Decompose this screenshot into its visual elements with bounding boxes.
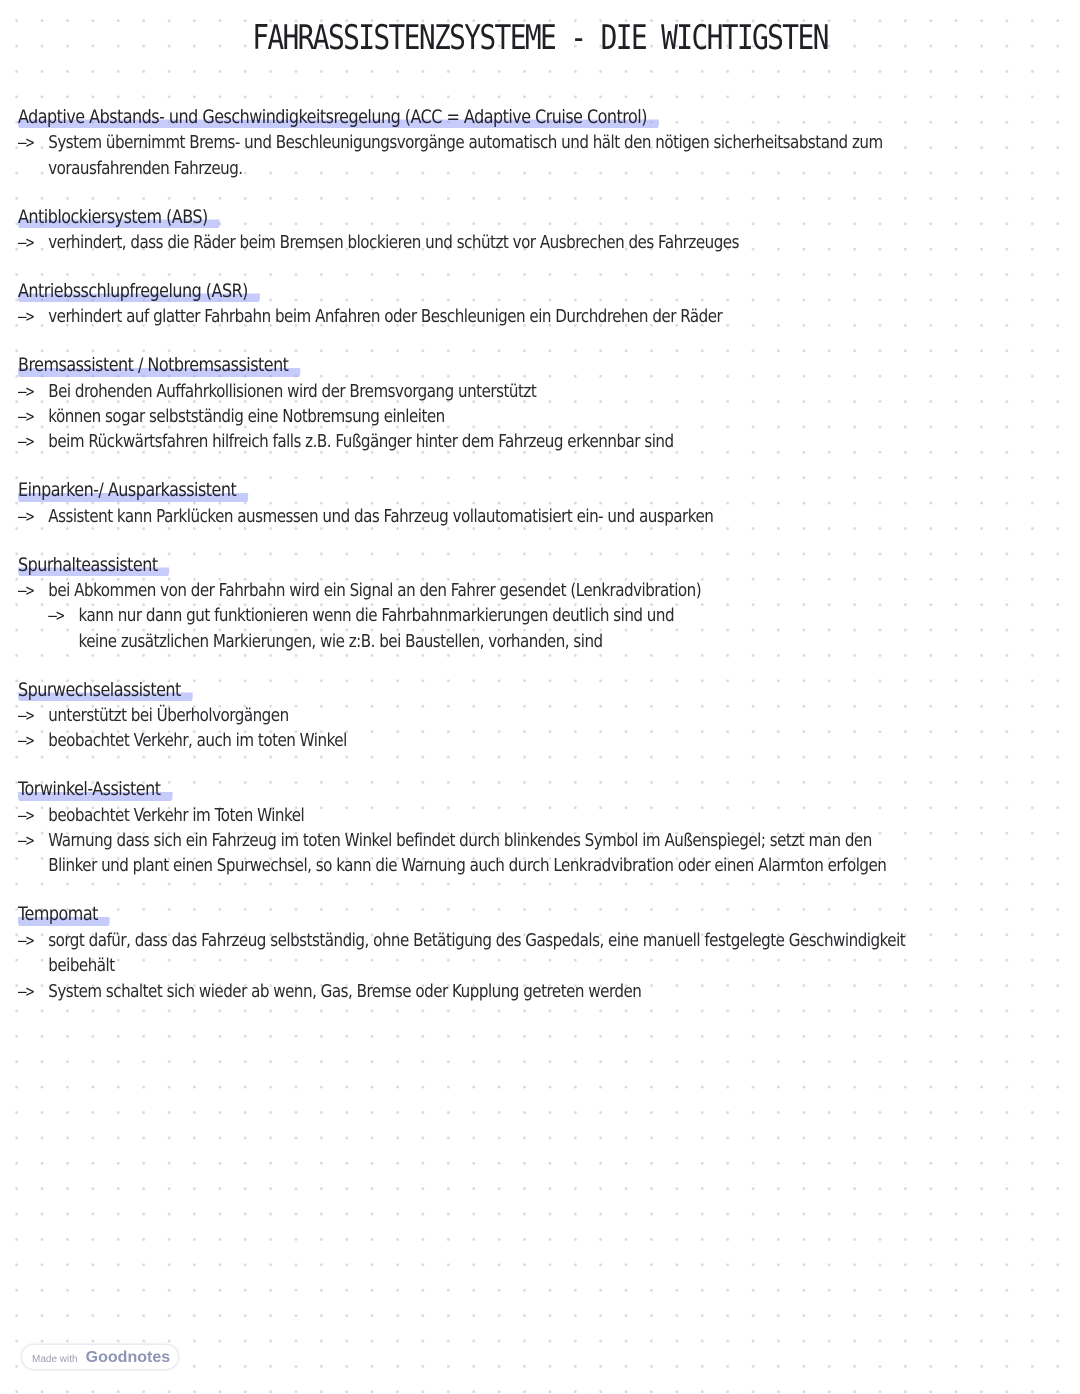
bullet-line [18,828,892,853]
bullet-line [18,803,892,828]
bullet-line [18,928,906,953]
bullet-text: beobachtet Verkehr im Toten Winkel [48,804,305,826]
section-heading: Antriebsschlupfregelung (ASR) [18,279,260,304]
arrow-icon: —> [18,706,34,727]
section-tempomat [18,902,1058,1004]
bullet-line [18,429,892,454]
bullet-text: unterstützt bei Überholvorgängen [48,705,289,727]
section-heading: Spurwechselassistent [18,678,193,703]
bullet-text: System übernimmt Brems- und Beschleunigungsvorgänge automatisch und hält den nötigen sicherheitsabstand zum [48,132,883,154]
arrow-icon: —> [18,307,34,328]
continuation-line: keine zusätzlichen Markierungen, wie z:B. bei Baustellen, vorhanden, sind [78,630,603,652]
section-heading: Tempomat [18,902,110,927]
arrow-icon: —> [18,407,34,428]
section-einparkassistent [18,478,1058,529]
bullet-text: Assistent kann Parklücken ausmessen und das Fahrzeug vollautomatisiert ein- und ausparken [48,505,714,527]
page-title: FAHRASSISTENZSYSTEME - DIE WICHTIGSTEN [252,18,828,58]
section-torwinkel-assistent [18,777,1058,879]
section-heading: Bremsassistent / Notbremsassistent [18,353,300,378]
arrow-icon: —> [48,606,64,627]
bullet-text: Bei drohenden Auffahrkollisionen wird der Bremsvorgang unterstützt [48,380,537,402]
bullet-text: System schaltet sich wieder ab wenn, Gas, Bremse oder Kupplung getreten werden [48,980,642,1002]
bullet-text: bei Abkommen von der Fahrbahn wird ein Signal an den Fahrer gesendet (Lenkradvibration) [48,579,702,601]
section-spurhalteassistent [18,553,1058,655]
arrow-icon: —> [18,831,34,852]
badge-prefix: Made with [32,1354,78,1365]
arrow-icon: —> [18,731,34,752]
section-heading: Adaptive Abstands- und Geschwindigkeitsregelung (ACC = Adaptive Cruise Control) [18,105,659,130]
section-abs [18,205,1058,256]
bullet-text: verhindert auf glatter Fahrbahn beim Anfahren oder Beschleunigen ein Durchdrehen der Räder [48,306,723,328]
section-heading: Einparken-/ Ausparkassistent [18,478,248,503]
arrow-icon: —> [18,133,34,154]
notes-body [18,105,1058,1027]
continuation-line: vorausfahrenden Fahrzeug. [48,157,243,179]
made-with-goodnotes-badge[interactable] [22,1345,178,1369]
section-heading: Torwinkel-Assistent [18,777,172,802]
arrow-icon: —> [18,981,34,1002]
section-heading: Spurhalteassistent [18,553,169,578]
bullet-text: verhindert, dass die Räder beim Bremsen blockieren und schützt vor Ausbrechen des Fahrzeuges [48,232,739,254]
bullet-line [18,504,892,529]
arrow-icon: —> [18,506,34,527]
bullet-text: sorgt dafür, dass das Fahrzeug selbstständig, ohne Betätigung des Gaspedals, eine manuell festgelegte Geschwindigkeit [48,929,906,951]
continuation-line: beibehält [48,955,115,977]
arrow-icon: —> [18,381,34,402]
bullet-text: können sogar selbstständig eine Notbremsung einleiten [48,406,445,428]
bullet-line [18,728,892,753]
section-asr [18,279,1058,330]
arrow-icon: —> [18,432,34,453]
bullet-line [18,230,892,255]
bullet-line [18,130,892,155]
bullet-line [18,304,892,329]
bullet-text: beim Rückwärtsfahren hilfreich falls z.B. Fußgänger hinter dem Fahrzeug erkennbar sind [48,431,674,453]
bullet-line [18,578,892,603]
section-acc [18,105,1058,181]
goodnotes-logo: Goodnotes [85,1349,171,1366]
bullet-text: beobachtet Verkehr, auch im toten Winkel [48,730,347,752]
bullet-line [18,979,892,1004]
bullet-text: kann nur dann gut funktionieren wenn die Fahrbahnmarkierungen deutlich sind und [78,605,675,627]
bullet-line [18,379,892,404]
section-bremsassistent [18,353,1058,455]
bullet-line [18,404,892,429]
continuation-line: Blinker und plant einen Spurwechsel, so kann die Warnung auch durch Lenkradvibration oder einen Alarmton erfolgen [48,855,887,877]
arrow-icon: —> [18,580,34,601]
arrow-icon: —> [18,930,34,951]
arrow-icon: —> [18,233,34,254]
bullet-text: Warnung dass sich ein Fahrzeug im toten Winkel befindet durch blinkendes Symbol im Außenspiegel; setzt man den [48,830,872,852]
section-spurwechselassistent [18,678,1058,754]
section-heading: Antiblockiersystem (ABS) [18,205,219,230]
arrow-icon: —> [18,805,34,826]
sub-bullet-line [18,603,892,628]
bullet-line [18,703,892,728]
